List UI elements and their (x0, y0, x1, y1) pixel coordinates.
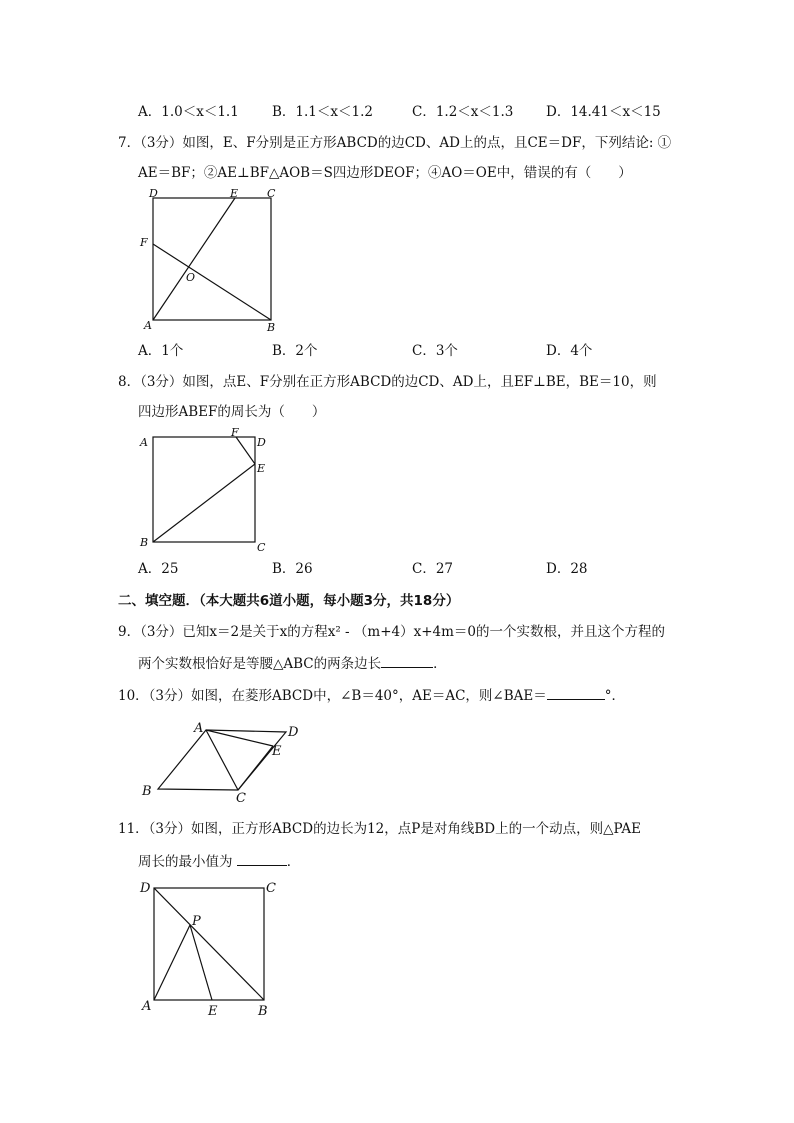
section-title-fill-in: 二、填空题．（本大题共6道小题，每小题3分，共18分） (118, 593, 460, 609)
q8-option-d: D．28 (546, 561, 588, 577)
q10-figure (138, 720, 308, 810)
q9-stem-text: 两个实数根恰好是等腰△ABC的两条边长 (138, 656, 382, 672)
q7-option-c: C．3个 (412, 343, 458, 359)
q7-label-o: O (186, 271, 196, 284)
q10-segment-ae (206, 730, 273, 746)
q10-label-d: D (288, 725, 299, 740)
q11-label-c: C (266, 881, 276, 896)
q11-stem-line2 (138, 851, 300, 872)
q9-stem-end: ． (433, 656, 447, 672)
q8-figure (135, 426, 275, 556)
q6-option-b: B．1.1＜x＜1.2 (272, 104, 373, 120)
q8-label-d: D (257, 436, 266, 449)
q8-label-b: B (140, 536, 149, 549)
q6-option-a: A．1.0＜x＜1.1 (138, 104, 239, 120)
q10-label-b: B (142, 784, 152, 799)
q11-label-b: B (258, 1004, 268, 1019)
q7-label-f: F (140, 236, 148, 249)
q7-option-d: D．4个 (546, 343, 593, 359)
q7-segment-bf (153, 244, 271, 320)
q8-label-a: A (140, 436, 148, 449)
q10-stem-text: 10．（3分）如图，在菱形ABCD中，∠B＝40°，AE＝AC，则∠BAE＝ (118, 688, 547, 704)
q8-label-f: F (231, 426, 239, 439)
q8-label-c: C (257, 541, 266, 554)
q10-label-e: E (272, 744, 282, 759)
q7-label-c: C (267, 187, 276, 200)
q8-stem-line1: 8．（3分）如图，点E、F分别在正方形ABCD的边CD、AD上，且EF⊥BE，BE＝10，则 (118, 374, 657, 390)
q11-diagonal-bd (154, 888, 264, 1000)
q11-stem-line1: 11．（3分）如图，正方形ABCD的边长为12，点P是对角线BD上的一个动点，则△PAE (118, 821, 641, 837)
q7-figure (135, 188, 285, 338)
q6-option-c: C．1.2＜x＜1.3 (412, 104, 514, 120)
q11-figure (138, 878, 288, 1023)
q8-stem-line2: 四边形ABEF的周长为（ ） (138, 404, 326, 420)
q8-label-e: E (257, 462, 266, 475)
q9-answer-blank[interactable] (381, 653, 433, 668)
q10-segment-ac (206, 730, 238, 790)
q7-label-b: B (267, 321, 276, 334)
q8-option-b: B．26 (272, 561, 313, 577)
q8-segment-be (153, 464, 255, 542)
q7-option-a: A．1个 (138, 343, 184, 359)
q8-option-a: A．25 (138, 561, 179, 577)
q10-segment-ec (238, 746, 273, 790)
q11-segment-pa (154, 925, 190, 1000)
q10-answer-blank[interactable] (547, 685, 605, 700)
q7-label-a: A (144, 319, 152, 332)
q7-stem-line2: AE＝BF；②AE⊥BF△AOB＝S四边形DEOF；④AO＝OE中，错误的有（ ） (138, 165, 632, 181)
q10-label-a: A (194, 721, 204, 736)
q11-label-a: A (142, 999, 152, 1014)
q7-stem-line1: 7．（3分）如图，E、F分别是正方形ABCD的边CD、AD上的点，且CE＝DF，下列结论: ① (118, 135, 672, 151)
q8-segment-ef (236, 437, 255, 464)
q10-stem-line1 (118, 685, 625, 706)
q11-label-d: D (140, 881, 151, 896)
q7-label-d: D (149, 187, 158, 200)
q7-square (153, 198, 271, 320)
q9-stem-line2 (138, 653, 447, 674)
q10-label-c: C (236, 791, 246, 806)
q8-option-c: C．27 (412, 561, 454, 577)
q7-label-e: E (230, 187, 239, 200)
q7-option-b: B．2个 (272, 343, 318, 359)
q11-label-p: P (192, 914, 201, 929)
q11-stem-end: ． (286, 854, 301, 870)
q10-stem-end: °． (604, 688, 626, 704)
q11-stem-text: 周长的最小值为 (138, 854, 233, 870)
q11-answer-blank[interactable] (237, 851, 287, 866)
q11-label-e: E (208, 1004, 218, 1019)
q6-option-d: D．14.41＜x＜15 (546, 104, 661, 120)
q9-stem-line1: 9．（3分）已知x＝2是关于x的方程x² - （m+4）x+4m＝0的一个实数根，并且这个方程的 (118, 624, 666, 640)
q8-square (153, 437, 255, 542)
q7-segment-ae (153, 198, 235, 320)
